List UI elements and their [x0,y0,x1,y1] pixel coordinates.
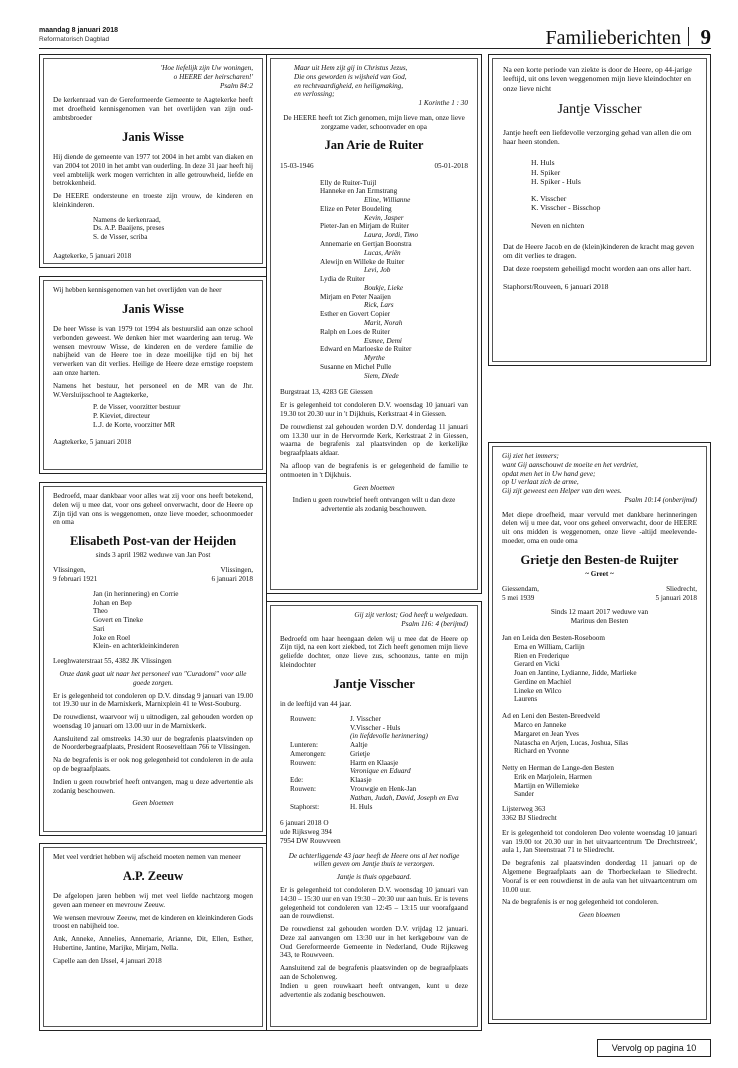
family-names: Veronique en Eduard [350,767,411,776]
address-line: 7954 DW Rouwveen [280,836,341,845]
deceased-name: Elisabeth Post-van der Heijden [69,534,237,549]
family-row [290,732,468,741]
ad-visscher-family [266,601,482,1031]
died-date: 6 januari 2018 [211,574,253,583]
family-names: Nathan, Judah, David, Joseph en Eva [350,793,459,802]
header-divider [688,27,689,46]
ad-intro: Bedroefd om haar heengaan delen wij u mee dat de Heere op Zijn tijd, na een kort ziekbed, tot Zich heeft genomen mijn lieve geliefde dochter, onze lieve zus, schoonzus, tante en mijn kleindochter [280,634,468,669]
place-date: Staphorst/Rouveen, 6 januari 2018 [503,281,609,291]
thanks: Onze dank gaat uit naar het personeel van "Curadomi" voor alle goede zorgen. [59,669,247,687]
ad-p1: De afgelopen jaren hebben wij met veel liefde nachtzorg mogen geven aan meneer en mevrouw Zeeuw. [53,892,253,909]
born-date: 5 mei 1939 [502,593,535,602]
family-line: Lineke en Wilco [514,686,562,695]
grandchildren-line: Rick, Lars [364,301,394,310]
quote-line: en rechtvaardigheid, en heiligmaking, [294,81,404,90]
family-names: Klaasje [350,776,372,785]
born-date: 9 februari 1921 [53,574,98,583]
family-line: Alewijn en Willeke de Ruiter [320,257,405,266]
quote-ref: Psalm 116: 4 (berijmd) [401,619,468,628]
ad-de-ruiter [266,54,482,594]
quote-line: Gij zijt geweest een Helper van den wees. [502,487,622,496]
family-place [290,724,350,733]
family-group-1 [503,158,696,186]
family-group-2 [502,712,697,756]
family-line: Natascha en Arjen, Lucas, Joshua, Silas [514,738,629,747]
ad-p3: Ank, Anneke, Annelies, Annemarie, Arianne, Dit, Ellen, Esther, Hubertine, Jantine, Marijke, Mirjam, Nella. [53,935,253,952]
quote-line: opdat men het in Uw hand geve; [502,469,596,478]
ad-p3: Aansluitend zal omstreeks 14.30 uur de begrafenis plaatsvinden op de Noorderbegraafplaats, President Rooseveltlaan 766 te Vlissingen. [53,734,253,752]
address [280,819,468,845]
ad-p1: Er is gelegenheid tot condoleren D.V. woensdag 10 januari van 19.30 tot 20.30 uur in 't Dijkhuis, Kerkstraat 4 in Giessen. [280,401,468,419]
born-place: Vlissingen, [53,566,86,575]
family-line: Klein- en achterkleinkinderen [93,642,179,651]
deceased-name: Grietje den Besten-de Ruijter [520,552,679,567]
address-line: Lijsterweg 363 [502,805,546,814]
family-row [290,741,468,750]
family-line: K. Visscher [531,194,567,204]
family-place: Amerongen: [290,749,326,758]
ad-p4: Na de begrafenis is er ook nog gelegenheid tot condoleren in de aula op de begraafplaats. [53,756,253,773]
ad-p2: De rouwdienst zal gehouden worden D.V. vrijdag 12 januari. Deze zal aanvangen om 13:30 uur in het kerkgebouw van de Oud Gereformeerde Gemeente in Nederland, Oude Rijksweg 343, te Rouwveen. [280,925,468,960]
family-line: Sari [93,624,105,633]
family-row [290,750,468,759]
family-line: Erna en William, Carlijn [514,642,585,651]
family-line: Gerdine en Machiel [514,677,572,686]
family-list [280,179,468,381]
ad-p3: Na de begrafenis is er nog gelegenheid tot condoleren. [502,898,659,907]
ad-intro: Bedroefd, maar dankbaar voor alles wat zij voor ons heeft betekend, delen wij u mee dat, voor ons geheel onverwacht, door de Heere op Zijn tijd van ons is weggenomen, onze lieve moeder, schoonmoeder en oma [53,492,253,527]
family-line: Joke en Roel [93,633,131,642]
family-names: Grietje [350,749,370,758]
family-line: Marco en Janneke [514,721,567,729]
family-row [290,724,468,733]
quote-line: Die ons geworden is wijsheid van God, [294,72,407,81]
died-place: Sliedrecht, [666,584,697,593]
quote-line: Maar uit Hem zijt gij in Christus Jezus, [294,64,408,72]
section-title: Familieberichten [545,27,681,49]
family-row [290,715,468,724]
family-line: Govert en Tineke [93,616,143,625]
sign-line: Ds. A.P. Baaijens, preses [93,224,165,233]
ad-p1: Er is gelegenheid tot condoleren D.V. woensdag 10 januari van 14:30 – 15:30 uur en van 19:30 – 20:30 uur aan huis. Er is tevens gelegenheid tot condoleren van 12:45 – 13:15 uur voorafgaand aan de rouwdienst. [280,886,468,921]
born-place: Giessendam, [502,584,539,593]
quote-line: op U verlaat zich de arme, [502,478,579,487]
deceased-name: Janis Wisse [122,301,184,316]
family-line: Annemarie en Gertjan Boonstra [320,239,412,248]
ad-intro: De HEERE heeft tot Zich genomen, mijn lieve man, onze lieve zorgzame vader, schoonvader en opa [283,113,465,131]
continued-on-page-link[interactable]: Vervolg op pagina 10 [597,1039,711,1057]
ad-body: Hij diende de gemeente van 1977 tot 2004 in het ambt van diaken en van 2004 tot 2010 in het ambt van ouderling. In deze 31 jaar heeft hij veel ambtelijk werk mogen verrichten in alle getrouwheid, liefde en betrokkenheid. [53,152,253,188]
family-line: Esther en Govert Copier [320,310,391,319]
ad-body-2: De HEERE ondersteune en troeste zijn vrouw, de kinderen en kleinkinderen. [53,192,253,209]
ad-p1: Er is gelegenheid tot condoleren Deo volente woensdag 10 januari van 19.00 tot 20.30 uur in het uitvaartcentrum 'De Drechtstreek', aula 1, Jan Steenstraat 71 te Sliedrecht. [502,828,697,855]
ad-zeeuw [39,843,267,1031]
deceased-name: Janis Wisse [122,129,184,144]
died [655,585,697,603]
grandchildren-line: Myrthe [364,354,385,363]
grandchildren-line: Marit, Norah [364,319,403,327]
family-line: Gerard en Vicki [514,660,560,669]
widow-note [502,608,697,626]
died [211,566,253,584]
ad-p2: De rouwdienst, waarvoor wij u uitnodigen, zal gehouden worden op woensdag 10 januari om 13.00 uur in de Marnixkerk. [53,713,253,730]
family-group-2 [503,194,696,213]
family-place [290,767,350,776]
quote [280,64,468,108]
quote-line: Gij zijt verlost; God heeft u welgedaan. [354,611,468,619]
family-line: Laurens [514,695,538,704]
family-line: H. Spiker - Huls [531,176,581,186]
died-date: 05-01-2018 [434,161,468,170]
ad-p2: De rouwdienst zal gehouden worden D.V. donderdag 11 januari om 13.30 uur in de Hervormde Kerk, Kerkstraat 2 in Giessen, waarna de begrafenis zal plaatsvinden op de kerkelijke begraafplaats aldaar. [280,422,468,458]
ad-p2: Dat de Heere Jacob en de (klein)kinderen de kracht mag geven om dit verlies te dragen. [503,241,695,261]
sign-line: S. de Visser, scriba [93,233,148,242]
family-line: Jan (in herinnering) en Corrie [93,589,179,598]
family-line: Elly de Ruiter-Tuijl [320,178,377,187]
note-1: De achterliggende 43 jaar heeft de Heere ons al het nodige willen geven om Jantje thuis te verzorgen. [288,851,460,869]
ad-intro: Met veel verdriet hebben wij afscheid moeten nemen van meneer [53,853,241,861]
page-number: 9 [700,25,711,49]
dates-row [53,566,253,584]
sign-line: P. de Visser, voorzitter bestuur [93,403,181,412]
family-line: Mirjam en Peter Naaijen [320,292,391,301]
family-line: Martijn en Willemieke [514,781,580,790]
widow-line: Marinus den Besten [570,617,629,626]
nickname: ~ Greet ~ [585,570,614,579]
ad-body-2: Namens het bestuur, het personeel en de MR van de Jhr. W.Versluijsschool te Aagtekerke, [53,381,253,399]
family-place: Ede: [290,776,304,785]
deceased-subtitle: sinds 3 april 1982 weduwe van Jan Post [95,551,211,560]
issue-date: maandag 8 januari 2018 [39,27,118,34]
quote [502,452,697,505]
family-line: Elize en Peter Boudeling [320,204,392,213]
family-group-3: Neven en nichten [531,220,585,230]
family-place: Staphorst: [290,802,320,811]
address-line: 6 januari 2018 O [280,819,329,828]
address-line: 3362 BJ Sliedrecht [502,814,557,823]
widow-line: Sinds 12 maart 2017 weduwe van [550,608,649,617]
grandchildren-line: Levi, Job [364,266,391,275]
ad-intro: De kerkenraad van de Gereformeerde Gemeente te Aagtekerke heeft met droefheid kennisgenomen van het overlijden van zijn oud-ambtsbroeder [53,96,253,122]
signatories [53,216,253,242]
ad-p4: Indien u geen rouwkaart heeft ontvangen, kunt u deze advertentie als zodanig beschouwen. [280,981,468,999]
quote-line: o HEERE der heirscharen!' [173,72,253,81]
grandchildren-line: Esmee, Demi [364,336,402,345]
family-place: Rouwen: [290,758,316,767]
ad-den-besten [488,442,711,1024]
ad-p1: Er is gelegenheid tot condoleren op D.V. dinsdag 9 januari van 19.00 tot 19.30 uur in de Marnixkerk, Marnixplein 41 te West-Souburg. [53,691,253,709]
ad-p3: Dat deze roepstem geheiligd mocht worden aan ons aller hart. [503,264,692,274]
family-head-line: Jan en Leida den Besten-Roseboom [502,633,605,642]
family-list [290,715,468,812]
deceased-name: Jan Arie de Ruiter [324,138,424,153]
family-group-3 [502,764,697,799]
newspaper-name: Reformatorisch Dagblad [39,36,110,43]
ad-intro: Wij hebben kennisgenomen van het overlijden van de heer [53,286,222,294]
quote-ref: 1 Korinthe 1 : 30 [418,99,468,108]
sign-line: L.J. de Korte, voorzitter MR [93,420,176,429]
ad-body: De heer Wisse is van 1979 tot 1994 als bestuurslid aan onze school verbonden geweest. We denken hier met waardering aan terug. We wensen mevrouw Wisse, de kinderen en de verdere familie de nabijheid van de Heere toe in deze moeilijke tijd en bij het verwerken van dit verlies. Heilige de Heere deze ernstige roepstem aan onze harten. [53,325,253,377]
family-line: Margaret en Jean Yves [514,729,579,738]
born [502,585,539,603]
quote-ref: Psalm 84:2 [220,81,253,90]
grandchildren-line: Siem, Diede [364,371,399,380]
family-line: Joan en Jantine, Lydianne, Jidde, Marlieke [514,669,637,678]
family-head-line: Netty en Herman de Lange-den Besten [502,764,614,773]
born [53,566,97,584]
address: Leeghwaterstraat 55, 4382 JK Vlissingen [53,657,172,666]
family-place: Lunteren: [290,741,318,750]
family-group-1 [502,634,697,704]
ad-post-van-der-heijden [39,482,267,836]
family-line: H. Spiker [531,167,561,177]
address-line: ude Rijksweg 394 [280,828,332,837]
signatories [53,403,253,429]
family-line: Pieter-Jan en Mirjam de Ruiter [320,222,409,231]
family-line: H. Huls [531,158,555,168]
ad-intro: Met diepe droefheid, maar vervuld met dankbare herinneringen delen wij u mee dat, voor ons geheel onverwacht, door de HEERE uit ons midden is weggenomen, onze lieve -altijd meelevende- moeder, oma en oude oma [502,510,697,546]
quote-line: want Gij aanschouwt de moeite en het verdriet, [502,460,638,469]
ad-kerkenraad-wisse [39,54,267,268]
address: Burgstraat 13, 4283 GE Giessen [280,388,373,397]
grandchildren-line: Boukje, Lieke [364,283,404,292]
quote-line: 'Hoe liefelijk zijn Uw woningen, [160,64,253,72]
family-place [290,732,350,741]
flowers-note: Geen bloemen [578,911,621,920]
place-date: Aagtekerke, 5 januari 2018 [53,251,132,260]
ad-p1: Jantje heeft een liefdevolle verzorging gehad van allen die om haar heen stonden. [503,127,692,147]
quote-line: en verlossing; [294,90,335,99]
flowers-note: Geen bloemen [353,483,395,492]
family-line: Erik en Marjolein, Harmen [514,772,592,781]
family-names: Aaltje [350,741,368,750]
family-row [290,785,468,794]
family-names: Harm en Klaasje [350,758,399,767]
ad-school-wisse [39,276,267,474]
deceased-name: Jantje Visscher [557,101,642,117]
family-place [290,794,350,803]
family-names: J. Visscher [350,714,381,723]
ad-p3: Aansluitend zal de begrafenis plaatsvinden op de begraafplaats aan de Scholenweg. [280,964,468,982]
family-row [290,759,468,768]
born-date: 15-03-1946 [280,161,314,170]
family-line: Lydia de Ruiter [320,275,365,284]
family-row [290,794,468,803]
family-line: Hanneke en Jan Ermstrang [320,187,398,196]
family-line: Sander [514,790,534,799]
family-line: Johan en Bep [93,598,132,607]
quote [280,611,468,629]
flowers-note: Geen bloemen [132,799,174,808]
died-date: 5 januari 2018 [655,593,697,602]
address [502,805,697,823]
family-line: Richard en Yvonne [514,747,569,756]
sign-line: P. Kieviet, directeur [93,412,151,421]
ad-visscher-huls [488,54,711,366]
family-line: Theo [93,607,108,616]
ad-p3: Na afloop van de begrafenis is er gelegenheid de familie te ontmoeten in 't Dijkhuis. [280,461,468,479]
page-header [39,26,711,49]
family-line: Rien en Frederique [514,651,570,660]
grandchildren-line: Eline, Willianne [364,196,411,205]
family-line: Susanne en Michel Pulle [320,362,392,371]
sign-line: Namens de kerkenraad, [93,215,161,224]
dates-row [502,585,697,603]
family-head-line: Ad en Leni den Besten-Breedveld [502,712,600,721]
place-date: Capelle aan den IJssel, 4 januari 2018 [53,956,162,965]
ad-intro: Na een korte periode van ziekte is door de Heere, op 44-jarige leeftijd, uit ons leven weggenomen mijn lieve kleindochter en onze lieve nicht [503,65,692,93]
ad-p5: Indien u geen rouwbrief heeft ontvangen, mag u deze advertentie als zodanig beschouwen. [53,777,253,795]
grandchildren-line: Kevin, Jasper [364,213,404,222]
died-place: Vlissingen, [220,566,253,575]
family-names: H. Huls [350,802,373,811]
ad-p4: Indien u geen rouwbrief heeft ontvangen wilt u dan deze advertentie als zodanig beschouwen. [292,496,456,514]
grandchildren-line: Laura, Jordi, Timo [364,231,419,240]
ad-p2: De begrafenis zal plaatsvinden donderdag 11 januari op de Algemene Begraafplaats aan de Thorbeckelaan te Sliedrecht. Vooraf is er een rouwdienst in de aula van het uitvaartcentrum om 10.00 uur. [502,859,697,894]
ad-p2: We wensen mevrouw Zeeuw, met de kinderen en kleinkinderen Gods troost en nabijheid toe. [53,913,253,931]
grandchildren-line: Lucas, Ariën [364,248,401,257]
family-names: Vrouwgje en Henk-Jan [350,784,417,793]
family-place: Rouwen: [290,714,316,723]
family-row [290,776,468,785]
dates-row [280,162,468,171]
place-date: Aagtekerke, 5 januari 2018 [53,437,132,446]
family-line: Ralph en Loes de Ruiter [320,327,390,336]
family-names: V.Visscher - Huls [350,723,401,732]
note-2: Jantje is thuis opgebaard. [336,873,412,882]
family-row [290,767,468,776]
age: in de leeftijd van 44 jaar. [280,699,352,708]
quote-ref: Psalm 10:14 (onberijmd) [624,495,697,504]
quote-line: Gij ziet het immers; [502,452,559,460]
family-list [53,590,253,651]
family-names: (in liefdevolle herinnering) [350,732,428,741]
family-line: K. Visscher - Bisschop [531,203,601,213]
deceased-name: Jantje Visscher [333,676,415,691]
family-place: Rouwen: [290,784,316,793]
family-line: Edward en Marloeske de Ruiter [320,345,412,354]
deceased-name: A.P. Zeeuw [122,868,184,883]
family-row [290,803,468,812]
